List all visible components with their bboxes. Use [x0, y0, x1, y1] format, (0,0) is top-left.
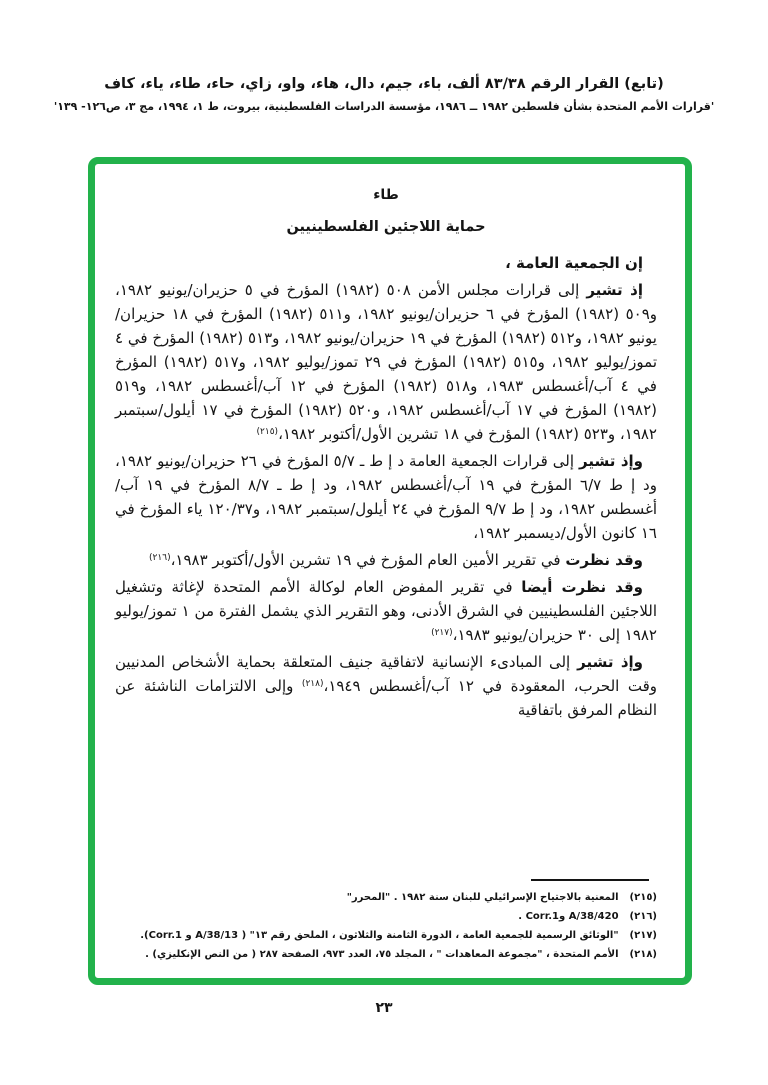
paragraph [115, 449, 657, 545]
paragraph-lead: وقد نظرت أيضا [521, 578, 643, 596]
footnotes-block [115, 888, 657, 964]
footnote-reference: (٢١٧) [431, 628, 453, 638]
footnote-marker: (٢١٥) [629, 892, 657, 903]
paragraphs-container [115, 248, 657, 725]
footnote-text: المعنية بالاجتياح الإسرائيلي للبنان سنة ١٩٨٢ . "المحرر" [346, 892, 619, 903]
footnote-marker: (٢١٨) [629, 949, 657, 960]
highlight-border-box [88, 157, 692, 985]
footnote [115, 926, 657, 945]
section-letter: طاء [373, 187, 399, 203]
paragraph-text: في تقرير المفوض العام لوكالة الأمم المتحدة لإغاثة وتشغيل اللاجئين الفلسطينيين في الشرق الأدنى، وهو التقرير الذي يشمل الفترة من ١ تموز/يوليو ١٩٨٢ إلى ٣٠ حزيران/يونيو ١٩٨٣، [115, 578, 658, 644]
footnote-marker: (٢١٦) [629, 911, 657, 922]
paragraph-text: في تقرير الأمين العام المؤرخ في ١٩ تشرين الأول/أكتوبر ١٩٨٣، [170, 551, 566, 569]
paragraph-text: إلى قرارات الجمعية العامة د إ ط ـ ٥/٧ المؤرخ في ٢٦ حزيران/يونيو ١٩٨٢، ود إ ط ٦/٧ المؤرخ في ١٩ آب/أغسطس ١٩٨٢، ود إ ط ـ ٨/٧ المؤرخ في ١٩ آب/أغسطس ١٩٨٢، ود إ ط ٩/٧ المؤرخ في ٢٤ أيلول/سبتمبر ١٩٨٢، و١٢٠/٣٧ ياء المؤرخ في ١٦ كانون الأول/ديسمبر ١٩٨٢، [115, 452, 658, 542]
document-body [95, 164, 685, 978]
paragraph [115, 278, 657, 446]
footnote-text: A/38/420 وCorr.1 . [518, 911, 619, 922]
paragraph [115, 548, 657, 572]
footnote-marker: (٢١٧) [629, 930, 657, 941]
paragraph [115, 575, 657, 647]
paragraph-lead: وقد نظرت [565, 551, 643, 569]
page-header [30, 76, 738, 113]
footnote-text: الأمم المتحدة ، "مجموعة المعاهدات " ، المجلد ٧٥، العدد ٩٧٣، الصفحة ٢٨٧ ( من النص الإنكليزي) . [145, 949, 619, 960]
footnote-separator [531, 879, 649, 881]
section-title: حماية اللاجئين الفلسطينيين [286, 219, 486, 235]
footnote-reference: (٢١٦) [149, 553, 171, 563]
paragraph [115, 251, 657, 275]
page-number: ٢٣ [375, 1000, 393, 1016]
paragraph [115, 650, 657, 722]
footnote [115, 907, 657, 926]
paragraph-lead: إذ تشير [586, 281, 643, 299]
footnote [115, 888, 657, 907]
paragraph-lead: إن الجمعية العامة ، [505, 254, 643, 272]
footnote-reference: (٢١٥) [256, 427, 279, 437]
footnote-text: "الوثائق الرسمية للجمعية العامة ، الدورة الثامنة والثلاثون ، الملحق رقم ١٣" ( A/38/13 و Corr.1). [140, 930, 619, 941]
paragraph-text: إلى المبادىء الإنسانية لاتفاقية جنيف المتعلقة بحماية الأشخاص المدنيين وقت الحرب، المعقودة في ١٢ آب/أغسطس ١٩٤٩، [115, 653, 657, 695]
footnote-reference: (٢١٨) [301, 679, 324, 689]
footnote [115, 945, 657, 964]
resolution-header-title: (تابع) القرار الرقم ٨٣/٣٨ ألف، باء، جيم، دال، هاء، واو، زاي، حاء، طاء، ياء، كاف [104, 76, 664, 92]
paragraph-text: إلى قرارات مجلس الأمن ٥٠٨ (١٩٨٢) المؤرخ في ٥ حزيران/يونيو ١٩٨٢، و٥٠٩ (١٩٨٢) المؤرخ في ٦ حزيران/يونيو ١٩٨٢، و٥١١ (١٩٨٢) المؤرخ في ١٨ حزيران/يونيو ١٩٨٢، و٥١٢ (١٩٨٢) المؤرخ في ١٩ حزيران/يونيو ١٩٨٢، و٥١٣ (١٩٨٢) المؤرخ في ٤ تموز/يوليو ١٩٨٢، و٥١٥ (١٩٨٢) المؤرخ في ٢٩ تموز/يوليو ١٩٨٢، و٥١٧ (١٩٨٢) المؤرخ في ٤ آب/أغسطس ١٩٨٣، و٥١٨ (١٩٨٢) المؤرخ في ١٢ آب/أغسطس ١٩٨٢، و٥١٩ (١٩٨٢) المؤرخ في ١٧ آب/أغسطس ١٩٨٢، و٥٢٠ (١٩٨٢) المؤرخ في ١٧ أيلول/سبتمبر ١٩٨٢، و٥٢٣ (١٩٨٢) المؤرخ في ١٨ تشرين الأول/أكتوبر ١٩٨٢، [115, 281, 658, 443]
source-citation: 'قرارات الأمم المتحدة بشأن فلسطين ١٩٨٢ ــ ١٩٨٦، مؤسسة الدراسات الفلسطينية، بيروت، ط ١، ١٩٩٤، مج ٣، ص١٢٦- ١٣٩' [53, 100, 715, 113]
paragraph-lead: وإذ تشير [577, 653, 643, 671]
paragraph-text: وإلى الالتزامات الناشئة عن النظام المرفق باتفاقية [115, 677, 657, 719]
spacer [115, 725, 657, 875]
paragraph-lead: وإذ تشير [579, 452, 643, 470]
